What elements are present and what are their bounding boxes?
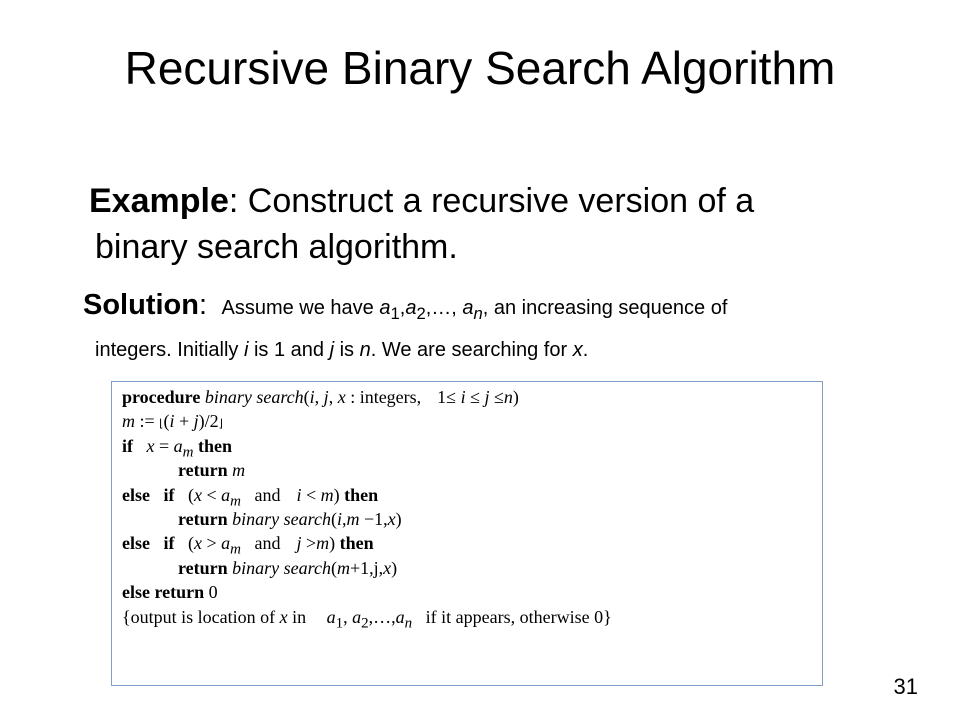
example-paragraph: Example: Construct a recursive version of a binary search algorithm.	[89, 178, 869, 270]
algo-line-output-comment: {output is location of x in $a_1$, $a_2,\dots,a_n$ if it appears, otherwise 0}	[122, 606, 612, 632]
algorithm-box	[111, 381, 823, 686]
algo-line-else-return: else return 0	[122, 582, 218, 603]
algo-line-midpoint: m := ⌊(i + j)/2⌋	[122, 411, 223, 432]
algo-line-return-left: return binary search(i,m −1,x)	[178, 508, 402, 529]
example-text-line2: binary search algorithm.	[95, 228, 458, 266]
algo-line-return-m: return m	[178, 460, 246, 481]
algo-line-else-if-less: else if ($x < a_m$ and i < m) then	[122, 484, 379, 510]
solution-text-line2: integers. Initially i is 1 and j is n. We are searching for x.	[95, 339, 589, 361]
example-text-line1: Construct a recursive version of a	[247, 182, 755, 220]
solution-paragraph: Solution: Assume we have $a_1,a_2,\dots$, $a_n$, an increasing sequence of integers. Initially i is 1 and j is n. We are searching for x.	[83, 289, 883, 366]
slide-title: Recursive Binary Search Algorithm	[124, 42, 836, 94]
solution-label: Solution	[83, 289, 199, 321]
algo-line-else-if-greater: else if ($x > a_m$ and j >m) then	[122, 533, 374, 558]
solution-text-pre: Assume we have	[221, 297, 374, 319]
page-number: 31	[893, 674, 918, 699]
algo-line-procedure: procedure binary search(i, j, x : integers, 1≤ i ≤ j ≤n)	[122, 387, 519, 407]
solution-text-post: , an increasing sequence of	[482, 297, 728, 319]
algo-line-if: if $x = a_m$ then	[122, 435, 233, 461]
example-label: Example	[89, 182, 229, 220]
algo-line-return-right: return binary search(m+1,j,x)	[178, 557, 398, 578]
